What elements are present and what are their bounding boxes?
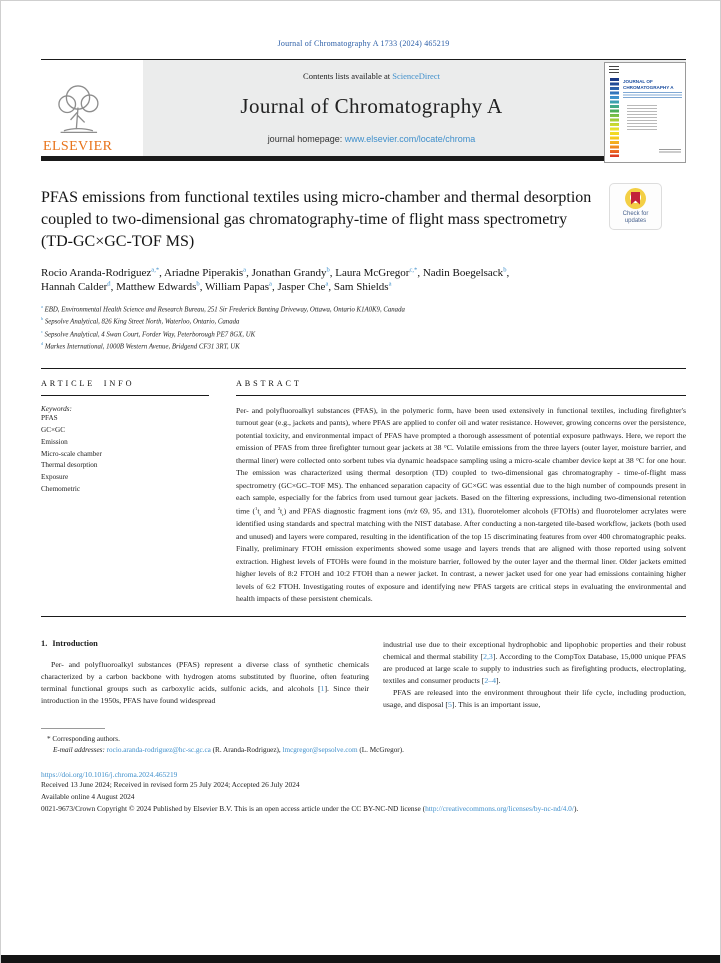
affiliation-sup: c (41, 328, 43, 334)
keyword: PFAS (41, 413, 58, 422)
inline-link[interactable]: rocio.aranda-rodriguez@hc-sc.gc.ca (106, 746, 211, 755)
keyword: GC×GC (41, 425, 66, 434)
text-segment: PFAS are released into the environment throughout their life cycle, including production, usage, and disposal [ (383, 688, 686, 710)
text-segment: , Hannah Calder (41, 266, 510, 294)
cover-color-strip (610, 78, 619, 157)
cover-text-lines (627, 105, 657, 131)
crossmark-icon (625, 188, 646, 209)
text-segment: a (325, 280, 329, 288)
text-segment: a (388, 280, 392, 288)
footnote-block (41, 728, 686, 756)
title-row (41, 187, 686, 253)
text-segment: ]. According to the CompTox Database, 15,000 unique PFAS are produced at large scale to supply to industries such as firefighting products, electroplating, textiles and consumer products [ (383, 651, 686, 685)
text-segment: a (243, 266, 247, 274)
text-segment: b (196, 280, 200, 288)
text-segment: r (259, 511, 262, 517)
text-segment: ). (573, 803, 579, 813)
affiliation-item (41, 329, 686, 341)
inline-link[interactable]: 1 (320, 683, 325, 693)
homepage-prefix: journal homepage: (267, 134, 345, 144)
affiliation-text: Markes International, 1000B Western Avenue, Bridgend CF31 3RT, UK (44, 343, 240, 351)
affiliation-sup: a (41, 304, 43, 310)
text-segment: , Laura McGregor (329, 266, 410, 279)
authors-line (41, 266, 519, 295)
section-heading: 1. Introduction (41, 638, 98, 648)
check-updates-line2: updates (624, 218, 647, 224)
inline-link[interactable]: 2–4 (484, 675, 497, 685)
text-segment: a (269, 280, 272, 288)
check-updates-line1: Check for (622, 210, 649, 217)
article-title: PFAS emissions from functional textiles using micro-chamber and thermal desorption coupled to two-dimensional gas chromatography-time of flight mass spectrometry (TD-GC×GC-TOF MS) (41, 188, 592, 250)
inline-link[interactable]: 2,3 (483, 651, 493, 661)
affiliation-sup: b (41, 316, 44, 322)
text-segment: d (107, 280, 111, 288)
cover-title: JOURNAL OF CHROMATOGRAPHY A (623, 79, 674, 90)
crossmark-pin-icon (631, 192, 640, 205)
text-segment: ]. This is an important issue, (451, 700, 541, 710)
text-segment: Per- and polyfluoroalkyl substances (PFAS) represent a diverse class of synthetic chemicals characterized by a carbon backbone with hydrogen atoms substituted by fluorine, often featuring terminal functional groups such as carboxylic acids, sulfonic acids, and alcohols [ (41, 659, 369, 693)
text-segment: , Jonathan Grandy (246, 266, 327, 279)
journal-title: Journal of Chromatography A (240, 94, 503, 118)
keyword: Thermal desorption (41, 461, 98, 470)
check-updates-label (613, 211, 658, 226)
affiliation-text: Sepsolve Analytical, 826 King Street North, Waterloo, Ontario, Canada (44, 318, 240, 326)
text-segment: b (503, 266, 507, 274)
email-addresses-line (41, 745, 686, 756)
abstract-column (236, 379, 686, 606)
journal-cover-thumbnail[interactable] (604, 62, 686, 163)
text-segment: Rocio Aranda-Rodriguez (41, 266, 152, 279)
homepage-link[interactable]: www.elsevier.com/locate/chroma (344, 134, 476, 144)
affiliation-item (41, 304, 686, 316)
abstract-text (236, 405, 686, 606)
text-segment: m/z (406, 506, 418, 516)
corresponding-authors-note: * Corresponding authors. (47, 735, 120, 744)
text-segment: , Sam Shields (328, 281, 389, 294)
text-segment: 69, 95, and 131), fluorotelomer alcohols (FTOHs) and fluorotelomer acrylates were identified using standards and spectral matching with the NIST database. After conducting a non-targeted tile-based workflow, jackets (both used and unused) and layers were compared, resulting in the identification of the top 15 discriminating features from over 400 chromatographic peaks. Finally, preliminary FTOH emission experiments showed some usage and layers trends that are aligned with those reported using solvent extraction. Highest levels of FTOHs were found in the moisture barrier, followed by the outer layer and the thermal liner. Older jackets emitted higher levels of 8:2 FTOH and 10:2 FTOH than a newer jacket. In contrast, a newer jacket used for one year had emissions containing higher levels of 6:2 FTOH. Investigating routes of exposure and identifying new PFAS targets are critical steps in evaluating the environmental and health impacts of these persistent chemicals. (236, 506, 687, 604)
article-info-column (41, 379, 209, 606)
inline-link[interactable]: 5 (447, 700, 452, 710)
text-segment: E-mail addresses: (53, 746, 107, 755)
cover-barcode (609, 66, 619, 75)
text-segment: 2 (277, 505, 281, 511)
homepage-line (149, 134, 594, 144)
text-segment: t (257, 506, 260, 516)
banner-center (149, 60, 594, 156)
text-segment: r (282, 511, 284, 517)
text-segment: 0021-9673/Crown Copyright © 2024 Published by Elsevier B.V. This is an open access article under the CC BY-NC-ND license ( (41, 803, 426, 813)
text-segment: , Nadin Boegelsack (417, 266, 504, 279)
elsevier-logo (41, 60, 143, 156)
check-for-updates-badge[interactable] (609, 183, 662, 230)
copyright-line (41, 803, 686, 814)
inline-link[interactable]: http://creativecommons.org/licenses/by-nc-nd/4.0/ (425, 803, 574, 813)
sciencedirect-link[interactable]: ScienceDirect (392, 71, 440, 81)
cover-subtitle-lines (623, 92, 682, 99)
footnote-rule (41, 728, 105, 729)
keyword: Chemometric (41, 485, 81, 494)
affiliation-item (41, 341, 686, 353)
banner-bottom-bar (41, 156, 686, 161)
affiliation-item (41, 316, 686, 328)
text-segment: Per- and polyfluoroalkyl substances (PFAS), in the polymeric form, have been used extensively in functional textiles, including firefighter's turnout gear (e.g., jackets and pants), where PFAS are applied to confer oil and water resistance. However, growing concerns over the persistence, potential toxicity, and environmental impact of PFAS have prompted a thorough assessment of potential exposure pathways. Here, we report the emission of PFAS from three firefighter turnout gear jackets at 38 °C. Volatile emissions from the three layers (outer layer, moisture barrier, and thermal liner) were collected onto sorbent tubes via dynamic headspace sampling using a micro-scale chamber device kept at 38 °C for one hour. The emission was characterized using thermal desorption (TD) coupled to two-dimensional gas chromatography - time-of-flight mass spectrometry (GC×GC–TOF MS). The enhanced separation capacity of GC×GC was essential due to the high number of compounds present in each sample, especially for the fabrics from used turnout gear jackets. Based on the filtering expressions, including two-dimensional retention time ( (236, 405, 686, 516)
text-segment: ]. (496, 675, 501, 685)
page-bottom-bar (1, 955, 720, 963)
abstract-header: ABSTRACT (236, 379, 686, 396)
text-segment: and (261, 506, 278, 516)
keyword: Exposure (41, 473, 69, 482)
cover-footer-lines (659, 149, 681, 154)
text-segment: (R. Aranda-Rodriguez), (210, 746, 283, 755)
available-online-line: Available online 4 August 2024 (41, 791, 135, 801)
text-segment: , William Papas (199, 281, 270, 294)
intro-right-column (383, 639, 686, 712)
text-segment: , Ariadne Piperakis (159, 266, 244, 279)
keyword: Micro-scale chamber (41, 449, 102, 458)
running-head-citation: Journal of Chromatography A 1733 (2024) 465219 (277, 39, 450, 48)
text-segment: c,* (409, 266, 418, 274)
journal-banner (41, 60, 686, 156)
affiliation-text: Sepsolve Analytical, 4 Swan Court, Forder Way, Peterborough PE7 8GX, UK (44, 330, 256, 338)
doi-link[interactable]: https://doi.org/10.1016/j.chroma.2024.465219 (41, 770, 178, 780)
intro-paragraph (41, 659, 369, 708)
elsevier-wordmark: ELSEVIER (43, 139, 113, 154)
article-meta-block (41, 770, 686, 814)
intro-paragraph (383, 687, 686, 711)
text-segment: , Jasper Che (271, 281, 326, 294)
keywords-label: Keywords: (41, 404, 72, 413)
affiliation-sup: d (41, 340, 44, 346)
intro-left-column (41, 639, 369, 712)
text-segment: b (326, 266, 330, 274)
affiliations (41, 304, 686, 353)
inline-link[interactable]: lmcgregor@sepsolve.com (282, 746, 358, 755)
contents-line (149, 71, 594, 81)
received-dates-line: Received 13 June 2024; Received in revised form 25 July 2024; Accepted 26 July 2024 (41, 780, 300, 790)
text-segment: ) and PFAS diagnostic fragment ions ( (283, 506, 407, 516)
contents-prefix: Contents lists available at (303, 71, 393, 81)
text-segment: t (280, 506, 283, 516)
text-segment: ]. Since their introduction in the 1950s, PFAS have found widespread (41, 683, 369, 705)
intro-paragraph (383, 639, 686, 688)
elsevier-tree-icon (49, 81, 107, 139)
affiliation-text: EBD, Environmental Health Science and Research Bureau, 251 Sir Frederick Banting Driveway, Ottawa, Ontario K1A0K9, Canada (44, 306, 405, 314)
introduction-section (41, 639, 686, 712)
text-segment: a,* (151, 266, 160, 274)
text-segment: industrial use due to their exceptional hydrophobic and lipophobic properties and their robust chemical and thermal stability [ (383, 639, 686, 661)
text-segment: 1 (255, 505, 258, 511)
text-segment: , Matthew Edwards (110, 281, 197, 294)
text-segment: (L. McGregor). (357, 746, 404, 755)
article-info-header: ARTICLE INFO (41, 379, 209, 396)
keyword: Emission (41, 437, 68, 446)
article-info-abstract-box (41, 368, 686, 617)
